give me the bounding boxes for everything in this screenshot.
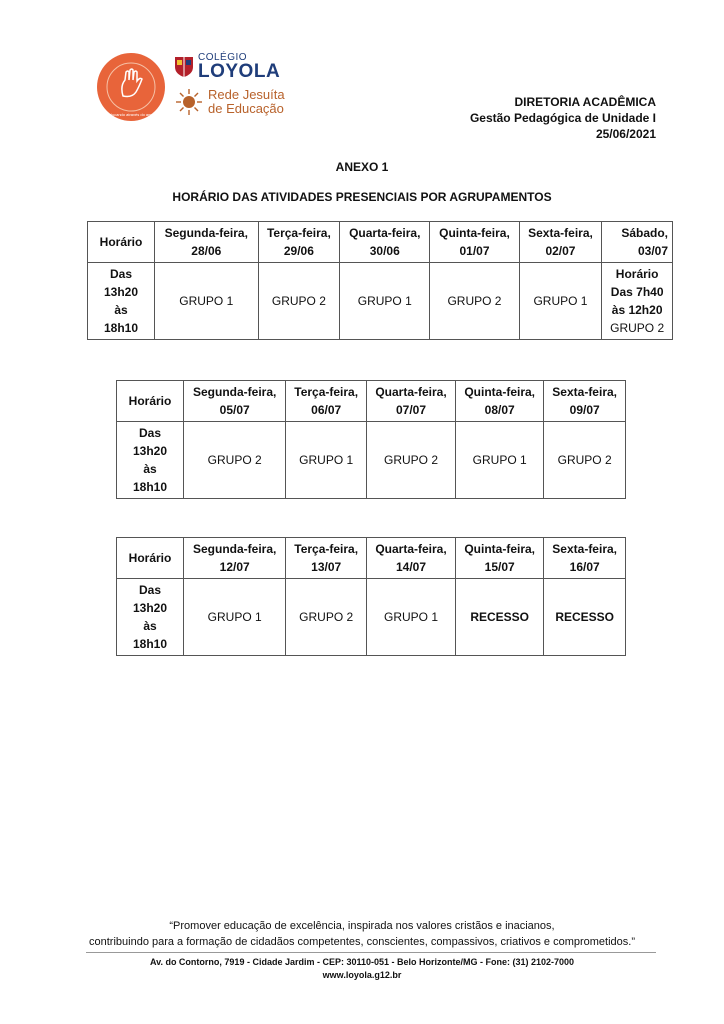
saturday-cell: Horário Das 7h40 às 12h20 GRUPO 2	[602, 263, 673, 340]
group-cell: GRUPO 1	[184, 579, 286, 656]
header-cell: Sexta-feira, 09/07	[544, 381, 626, 422]
table-row	[117, 579, 626, 656]
group-cell: GRUPO 2	[258, 263, 340, 340]
table-row	[88, 263, 673, 340]
header-cell: Quinta-feira, 08/07	[456, 381, 544, 422]
header-cell: Quinta-feira, 15/07	[456, 538, 544, 579]
table-header-row	[117, 538, 626, 579]
table-header-row	[117, 381, 626, 422]
group-cell: GRUPO 2	[286, 579, 367, 656]
college-label: COLÉGIO	[198, 52, 248, 63]
network-name-line1: Rede Jesuíta	[208, 87, 285, 102]
footer-divider	[86, 952, 656, 953]
time-cell: Das 13h20 às 18h10	[117, 579, 184, 656]
header-cell: Quarta-feira, 07/07	[367, 381, 456, 422]
group-cell: GRUPO 2	[430, 263, 519, 340]
header-cell: Horário	[88, 222, 155, 263]
header-cell: Quinta-feira, 01/07	[430, 222, 519, 263]
header-cell: Segunda-feira, 28/06	[155, 222, 259, 263]
group-cell: GRUPO 2	[367, 422, 456, 499]
table-header-row	[88, 222, 673, 263]
header-cell: Terça-feira, 13/07	[286, 538, 367, 579]
group-cell: GRUPO 1	[340, 263, 430, 340]
group-cell: GRUPO 2	[184, 422, 286, 499]
department-name: DIRETORIA ACADÊMICA	[514, 95, 656, 109]
header-cell: Sexta-feira, 16/07	[544, 538, 626, 579]
header-cell: Sábado, 03/07	[602, 222, 673, 263]
recess-cell: RECESSO	[544, 579, 626, 656]
header-cell: Terça-feira, 29/06	[258, 222, 340, 263]
group-cell: GRUPO 2	[544, 422, 626, 499]
header-cell: Horário	[117, 538, 184, 579]
unit-name: Gestão Pedagógica de Unidade I	[469, 111, 656, 125]
header-cell: Segunda-feira, 05/07	[184, 381, 286, 422]
group-cell: GRUPO 1	[519, 263, 602, 340]
recess-cell: RECESSO	[456, 579, 544, 656]
network-name-line2: de Educação	[208, 101, 284, 116]
time-cell: Das 13h20 às 18h10	[117, 422, 184, 499]
group-cell: GRUPO 1	[286, 422, 367, 499]
quote-line: “Promover educação de excelência, inspirada nos valores cristãos e inacianos,	[169, 920, 555, 932]
time-cell: Das 13h20 às 18h10	[88, 263, 155, 340]
document-subtitle: HORÁRIO DAS ATIVIDADES PRESENCIAIS POR AGRUPAMENTOS	[172, 190, 552, 204]
group-cell: GRUPO 1	[155, 263, 259, 340]
website-link[interactable]: www.loyola.g12.br	[322, 970, 402, 980]
group-cell: GRUPO 1	[367, 579, 456, 656]
shield-icon	[174, 56, 194, 78]
document-date: 25/06/2021	[595, 127, 656, 141]
sun-icon	[176, 89, 202, 115]
header-cell: Segunda-feira, 12/07	[184, 538, 286, 579]
mission-quote	[0, 918, 724, 950]
schedule-table-week1	[87, 221, 673, 340]
header-cell: Sexta-feira, 02/07	[519, 222, 602, 263]
header-cell: Terça-feira, 06/07	[286, 381, 367, 422]
seal-logo-text: Educando através do amor	[106, 112, 156, 117]
quote-line: contribuindo para a formação de cidadãos competentes, conscientes, compassivos, criativos e comprometidos.”	[89, 936, 635, 948]
footer-address	[0, 956, 724, 982]
schedule-table-week2	[116, 380, 626, 499]
group-cell: GRUPO 1	[456, 422, 544, 499]
document-header	[470, 94, 656, 142]
header-cell: Quarta-feira, 30/06	[340, 222, 430, 263]
table-row	[117, 422, 626, 499]
network-logo	[176, 88, 285, 116]
header-cell: Quarta-feira, 14/07	[367, 538, 456, 579]
seal-logo	[96, 52, 166, 122]
loyola-logo	[174, 53, 280, 81]
address-text: Av. do Contorno, 7919 - Cidade Jardim - CEP: 30110-051 - Belo Horizonte/MG - Fone: (31) 2102-7000	[149, 957, 575, 967]
college-name: LOYOLA	[198, 61, 281, 82]
schedule-table-week3	[116, 537, 626, 656]
annex-title: ANEXO 1	[335, 160, 389, 174]
header-cell: Horário	[117, 381, 184, 422]
